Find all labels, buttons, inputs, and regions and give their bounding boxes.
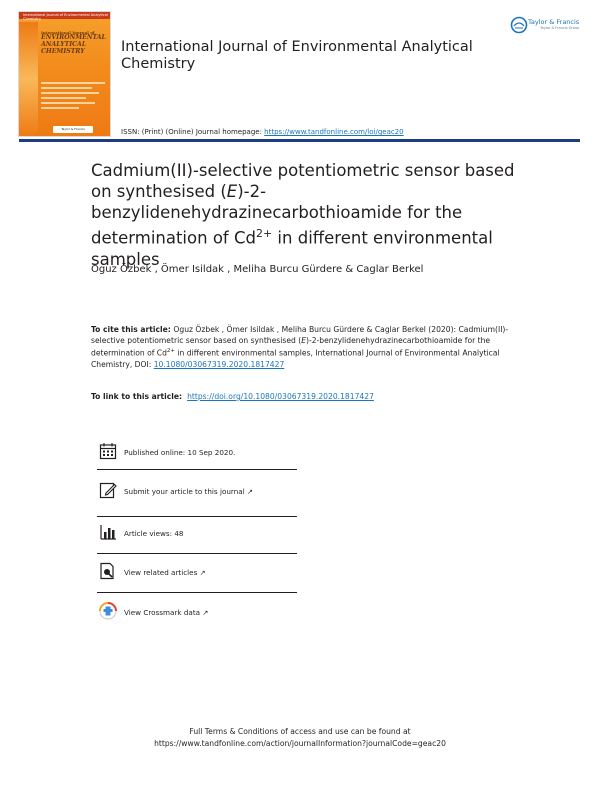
cover-side-stripe	[19, 22, 38, 136]
cover-title-line: International Journal of	[41, 30, 95, 35]
related-articles-text: View related articles	[124, 568, 198, 577]
edit-icon	[99, 481, 117, 499]
article-views-row	[97, 523, 297, 545]
info-divider	[97, 516, 297, 517]
info-divider	[97, 592, 297, 593]
cover-title	[41, 30, 107, 55]
cover-text-lines	[41, 82, 105, 112]
external-link-icon: ↗	[199, 568, 206, 577]
cover-title-line: ENVIRONMENTAL	[41, 34, 106, 41]
article-link-line	[91, 392, 374, 401]
citation-label: To cite this article:	[91, 325, 174, 334]
cover-top-bar-text: International Journal of Environmental Analytical Chemistry	[23, 13, 108, 21]
article-title-superscript: 2+	[255, 227, 273, 240]
article-title-text: Cadmium(II)-selective potentiometric sensor based on synthesised (	[91, 161, 515, 201]
footer-terms-url[interactable]: https://www.tandfonline.com/action/journalInformation?journalCode=geac20	[154, 739, 446, 748]
issn-label: ISSN: (Print) (Online) Journal homepage:	[121, 128, 265, 136]
article-doi-url[interactable]: https://doi.org/10.1080/03067319.2020.1817427	[187, 392, 374, 401]
submit-article-text: Submit your article to this journal	[124, 487, 245, 496]
info-divider	[97, 469, 297, 470]
journal-homepage-link[interactable]: https://www.tandfonline.com/loi/geac20	[264, 128, 404, 136]
citation-text: )-2-benzylidenehydrazinecarbothioamide for the determination of Cd	[91, 336, 491, 358]
cover-title-line: CHEMISTRY	[41, 47, 85, 55]
article-title-text: )-2-benzylidenehydrazinecarbothioamide for the determination of Cd	[91, 182, 463, 248]
document-search-icon	[99, 562, 117, 580]
crossmark-row[interactable]	[97, 602, 297, 624]
publisher-logo-subtext: Taylor & Francis Group	[540, 26, 580, 30]
citation-text: Oguz Özbek , Ömer Isildak , Meliha Burcu Gürdere & Caglar Berkel (2020): Cadmium(II)-selective potentiometric sensor based on synthesised (	[91, 325, 509, 346]
header-divider	[19, 139, 580, 142]
crossmark-icon	[99, 602, 117, 620]
article-views-text: Article views: 48	[124, 529, 184, 538]
page-footer	[0, 726, 600, 750]
citation-text: in different environmental samples, International Journal of Environmental Analytical Chemistry, DOI:	[91, 348, 500, 370]
article-title	[91, 160, 521, 270]
external-link-icon: ↗	[247, 487, 254, 496]
article-title-text: in different environmental samples	[91, 228, 493, 269]
citation-block	[91, 324, 521, 370]
citation-italic: E	[301, 336, 306, 346]
submit-article-link[interactable]	[124, 487, 253, 496]
journal-title: International Journal of Environmental Analytical Chemistry	[121, 39, 473, 72]
cover-publisher-badge: Taylor & Francis	[53, 126, 93, 133]
crossmark-text: View Crossmark data	[124, 608, 201, 617]
article-link-label: To link to this article:	[91, 392, 185, 401]
published-online-row	[97, 442, 297, 464]
related-articles-row[interactable]	[97, 562, 297, 584]
footer-terms-text: Full Terms & Conditions of access and use can be found at	[189, 727, 411, 736]
publisher-logo-icon	[510, 16, 528, 34]
published-online-text: Published online: 10 Sep 2020.	[124, 448, 236, 457]
article-title-italic: E	[226, 182, 238, 201]
issn-line	[121, 128, 404, 136]
submit-article-row[interactable]	[97, 481, 297, 503]
doi-link[interactable]: 10.1080/03067319.2020.1817427	[153, 360, 285, 370]
citation-superscript: 2+	[166, 348, 176, 355]
cover-title-line: ANALYTICAL	[41, 40, 87, 48]
author-list: Oguz Özbek , Ömer Isildak , Meliha Burcu Gürdere & Caglar Berkel	[91, 264, 424, 275]
crossmark-link[interactable]	[124, 608, 208, 617]
cover-top-bar	[19, 12, 110, 19]
info-divider	[97, 553, 297, 554]
calendar-icon	[99, 442, 117, 460]
related-articles-link[interactable]	[124, 568, 206, 577]
bar-chart-icon	[99, 523, 117, 541]
journal-cover-image	[19, 12, 110, 136]
publisher-logo[interactable]	[510, 16, 585, 38]
external-link-icon: ↗	[202, 608, 209, 617]
publisher-logo-text: Taylor & Francis	[528, 18, 580, 26]
